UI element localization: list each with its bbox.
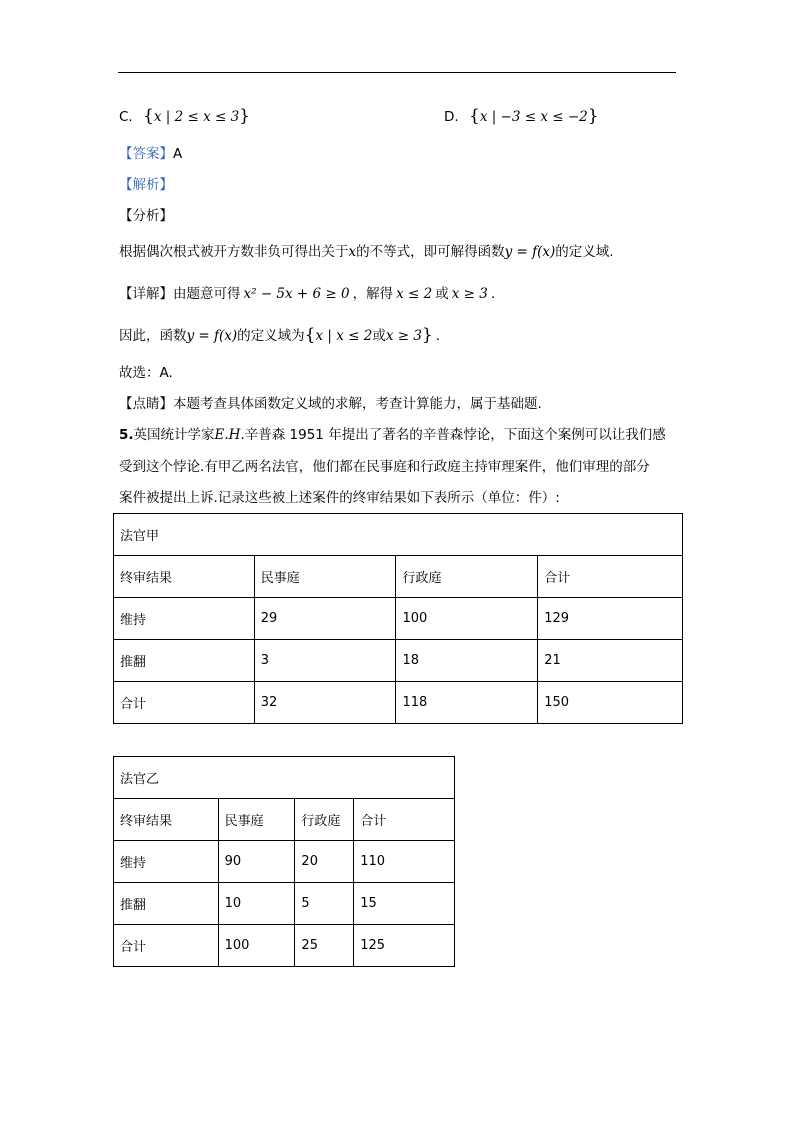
table-cell: 29 [254, 598, 396, 640]
var-x: x [348, 244, 357, 260]
table-cell: 125 [354, 925, 455, 967]
table-cell: 维持 [114, 598, 255, 640]
answer-label: 【答案】 [119, 146, 173, 162]
dianjing-label: 【点睛】 [119, 396, 173, 412]
table-header: 合计 [538, 556, 683, 598]
domain-set-a: x | x ≤ 2 [315, 328, 373, 344]
fenxi-text [119, 243, 614, 261]
table-cell: 100 [396, 598, 538, 640]
table-cell: 3 [254, 640, 396, 682]
table-cell: 100 [218, 925, 295, 967]
question5-line3: 案件被提出上诉.记录这些被上述案件的终审结果如下表所示（单位：件）: [119, 490, 560, 506]
table-header: 行政庭 [295, 799, 354, 841]
table-cell: 18 [396, 640, 538, 682]
fenxi-label: 【分析】 [119, 208, 173, 224]
table-cell: 129 [538, 598, 683, 640]
inequality-expr: x² − 5x + 6 ≥ 0 [243, 286, 350, 302]
table-row [114, 640, 683, 682]
domain-set-b: x ≥ 3 [385, 328, 422, 344]
table-header-row [114, 799, 455, 841]
table-cell: 15 [354, 883, 455, 925]
table-row [114, 682, 683, 724]
xiangjie-label: 【详解】 [119, 286, 173, 302]
table-judge-b [113, 756, 455, 967]
question5-line1 [119, 426, 666, 444]
table-cell: 32 [254, 682, 396, 724]
function-expr: y = f(x) [186, 328, 238, 344]
option-d-set: x | −3 ≤ x ≤ −2 [479, 109, 588, 125]
table-cell: 5 [295, 883, 354, 925]
conclusion-line [119, 326, 440, 345]
table-row [114, 883, 455, 925]
table-cell: 推翻 [114, 640, 255, 682]
table-title: 法官甲 [114, 514, 683, 556]
table-header: 民事庭 [218, 799, 295, 841]
close-brace: } [421, 325, 433, 345]
table-header: 合计 [354, 799, 455, 841]
xiangjie-text-a: 由题意可得 [173, 286, 241, 302]
or-word: 或 [435, 286, 449, 302]
open-brace: { [468, 106, 480, 126]
answer-value: A [173, 146, 183, 162]
fenxi-text-b: 的不等式，即可解得函数 [356, 244, 505, 260]
table-header: 终审结果 [114, 556, 255, 598]
question5-line2: 受到这个悖论.有甲乙两名法官，他们都在民事庭和行政庭主持审理案件，他们审理的部分 [119, 459, 650, 475]
xiangjie-text-b: ，解得 [352, 286, 394, 302]
table-judge-a [113, 513, 683, 724]
table-header: 民事庭 [254, 556, 396, 598]
table-cell: 118 [396, 682, 538, 724]
table-row [114, 841, 455, 883]
xiangjie-line [119, 285, 495, 303]
conclusion-text-b: 的定义域为 [237, 328, 305, 344]
option-c [119, 107, 250, 126]
option-d-label: D. [444, 109, 459, 125]
table-cell: 合计 [114, 682, 255, 724]
analysis-label: 【解析】 [119, 177, 173, 193]
question-number: 5. [119, 427, 134, 443]
option-c-set: x | 2 ≤ x ≤ 3 [153, 109, 240, 125]
solution-2: x ≥ 3 [451, 286, 488, 302]
conclusion-text-a: 因此，函数 [119, 328, 187, 344]
table-cell: 推翻 [114, 883, 219, 925]
open-brace: { [304, 325, 316, 345]
table-title: 法官乙 [114, 757, 455, 799]
function-expr: y = f(x) [504, 244, 556, 260]
table-header-row [114, 556, 683, 598]
table-header: 终审结果 [114, 799, 219, 841]
dianjing-line [119, 395, 542, 413]
option-c-label: C. [119, 109, 133, 125]
period: . [435, 328, 441, 344]
fenxi-text-a: 根据偶次根式被开方数非负可得出关于 [119, 244, 349, 260]
period: . [490, 286, 496, 302]
table-header: 行政庭 [396, 556, 538, 598]
table-row [114, 925, 455, 967]
table-cell: 110 [354, 841, 455, 883]
table-cell: 21 [538, 640, 683, 682]
or-word: 或 [372, 328, 386, 344]
open-brace: { [143, 106, 154, 126]
close-brace: } [239, 106, 250, 126]
fenxi-text-c: 的定义域. [555, 244, 614, 260]
header-rule [118, 72, 676, 73]
table-cell: 20 [295, 841, 354, 883]
solution-1: x ≤ 2 [396, 286, 433, 302]
table-cell: 25 [295, 925, 354, 967]
q5-text-a: 英国统计学家 [133, 427, 215, 443]
table-cell: 合计 [114, 925, 219, 967]
answer-line [119, 145, 182, 163]
dianjing-text: 本题考查具体函数定义域的求解，考查计算能力，属于基础题. [173, 396, 542, 412]
q5-text-b: 辛普森 1951 年提出了著名的辛普森悖论，下面这个案例可以让我们感 [244, 427, 666, 443]
choice-line: 故选：A. [119, 365, 173, 381]
table-cell: 150 [538, 682, 683, 724]
option-d [444, 107, 599, 126]
table-row [114, 598, 683, 640]
close-brace: } [587, 106, 599, 126]
table-cell: 维持 [114, 841, 219, 883]
table-cell: 90 [218, 841, 295, 883]
statistician-initials: E.H. [214, 427, 245, 443]
table-cell: 10 [218, 883, 295, 925]
